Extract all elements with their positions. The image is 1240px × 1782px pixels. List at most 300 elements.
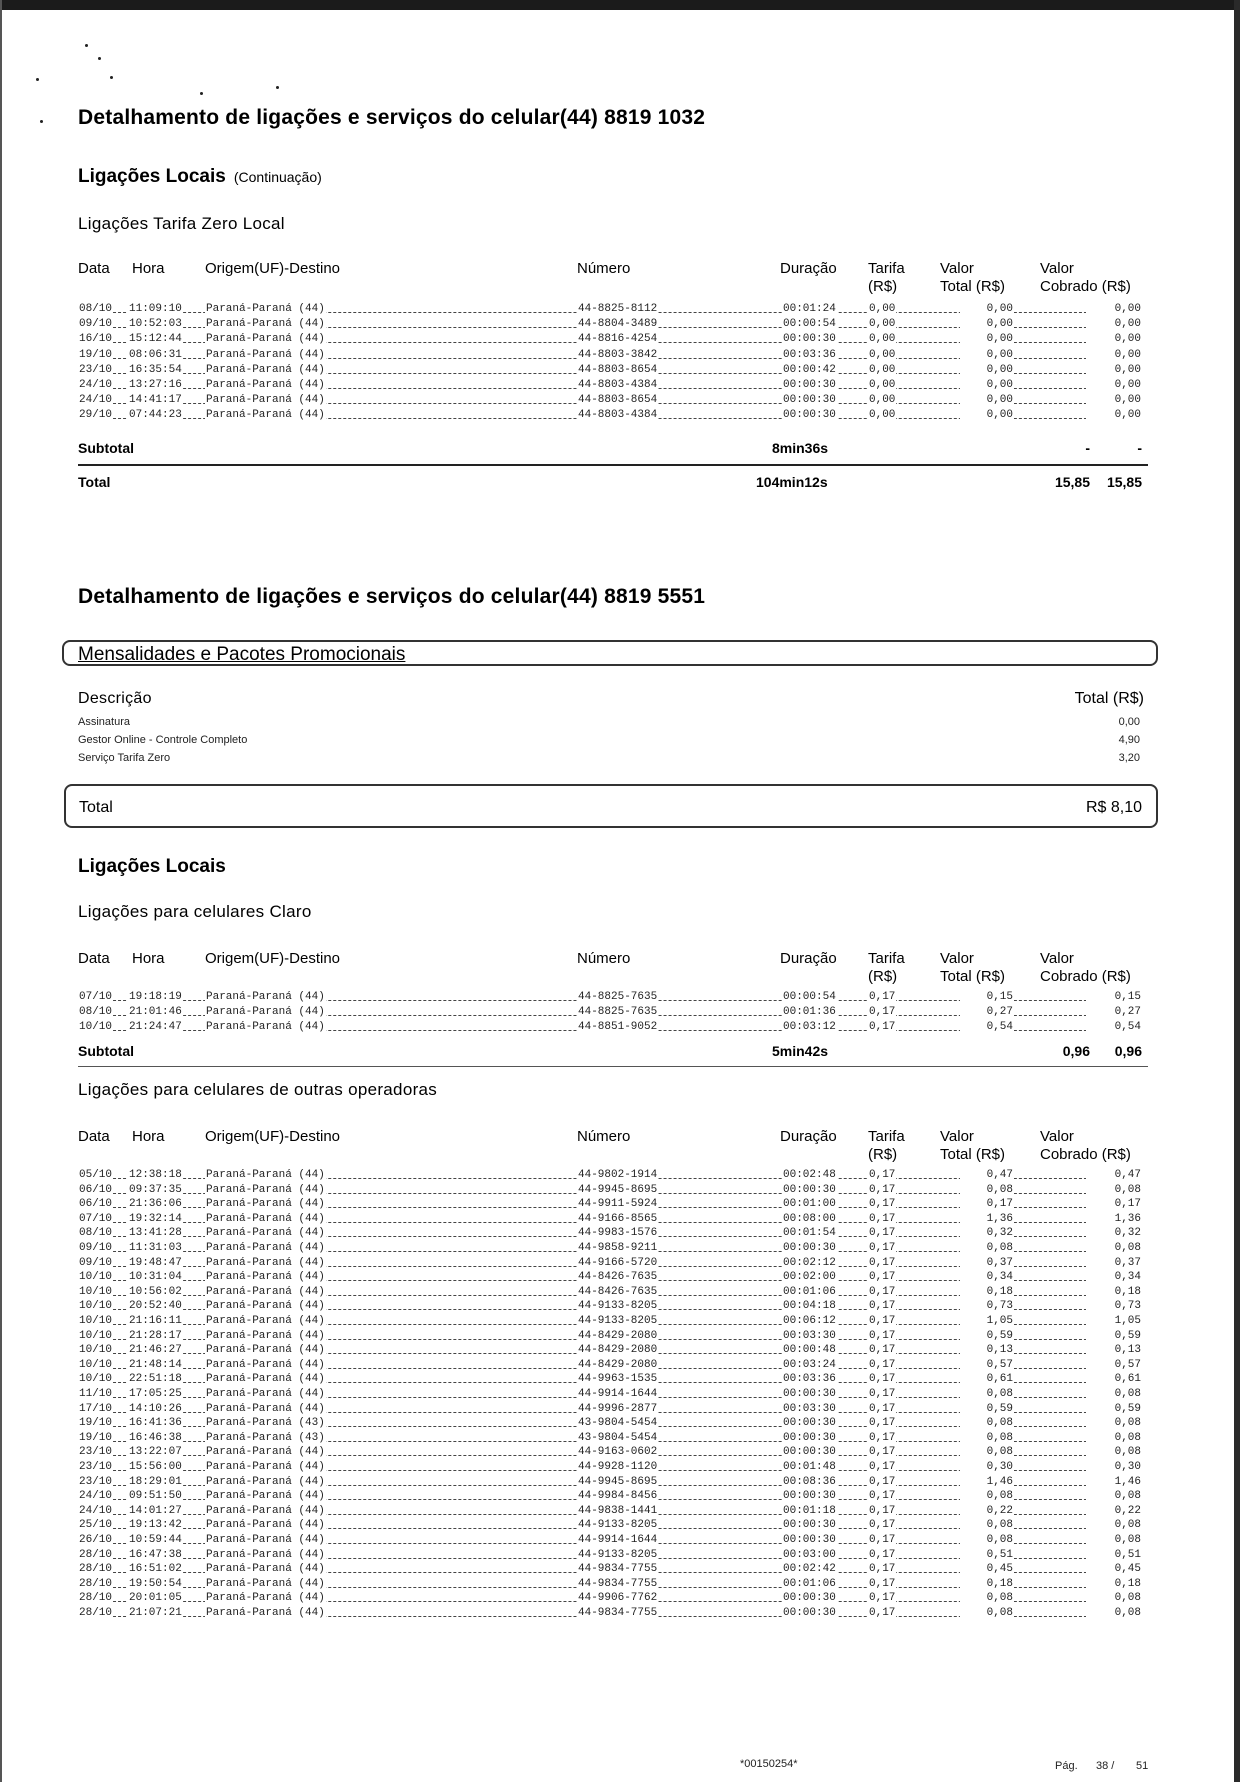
call-total-value: 0,59: [960, 1329, 1014, 1343]
call-number: 44-9834-7755: [578, 1577, 658, 1590]
subtotal-valor-cobrado: -: [1137, 440, 1142, 456]
column-header: [0, 260, 1240, 302]
col-valor-cobrado-l1: Valor: [1040, 260, 1074, 277]
col-tarifa: [868, 950, 905, 986]
call-charged-value: 0,00: [1086, 378, 1142, 392]
col-numero: Número: [577, 950, 631, 967]
call-rate: 0,00: [869, 394, 896, 407]
call-date: 10/10: [79, 1373, 113, 1386]
column-header: [0, 950, 1240, 992]
col-valor-cobrado-l2: Cobrado (R$): [1040, 968, 1131, 985]
col-tarifa-l2: (R$): [868, 278, 898, 295]
call-total-value: 0,27: [960, 1005, 1014, 1019]
table-row: [0, 1285, 1240, 1299]
col-hora: Hora: [132, 950, 165, 967]
call-time: 16:51:02: [129, 1563, 182, 1576]
call-time: 09:51:50: [129, 1490, 182, 1503]
call-total-value: 0,08: [960, 1518, 1014, 1532]
call-number: 44-8426-7635: [578, 1271, 658, 1284]
mensalidade-item-desc: Assinatura: [78, 716, 130, 728]
call-date: 06/10: [79, 1198, 113, 1211]
call-number: 44-9133-8205: [578, 1315, 658, 1327]
call-origin: Paraná-Paraná (44): [206, 1006, 325, 1019]
call-duration: 00:00:30: [783, 409, 836, 422]
call-number: 44-9914-1644: [578, 1534, 658, 1546]
call-number: 43-9804-5454: [578, 1431, 658, 1444]
table-row: [0, 1329, 1240, 1343]
call-number: 44-8429-2080: [578, 1358, 658, 1371]
call-charged-value: 0,37: [1086, 1256, 1142, 1270]
call-charged-value: 1,36: [1086, 1212, 1142, 1226]
call-charged-value: 0,34: [1086, 1270, 1142, 1284]
call-rate: 0,17: [869, 1417, 896, 1430]
col-hora: Hora: [132, 260, 165, 277]
call-rate: 0,17: [869, 1315, 896, 1327]
call-total-value: 0,54: [960, 1020, 1014, 1034]
call-charged-value: 0,61: [1086, 1372, 1142, 1386]
call-number: 44-8429-2080: [578, 1329, 658, 1342]
call-charged-value: 0,51: [1086, 1548, 1142, 1562]
table-row: [0, 1226, 1240, 1240]
call-duration: 00:01:54: [783, 1227, 836, 1240]
call-time: 19:50:54: [129, 1577, 182, 1590]
call-time: 21:36:06: [129, 1198, 182, 1211]
call-origin: Paraná-Paraná (44): [206, 1256, 325, 1269]
call-rate: 0,17: [869, 1534, 896, 1546]
table-row: [0, 393, 1240, 407]
call-origin: Paraná-Paraná (44): [206, 1402, 325, 1415]
section1-subtitle-text: Ligações Locais: [78, 166, 226, 187]
call-number: 44-8803-4384: [578, 409, 658, 422]
call-origin: Paraná-Paraná (44): [206, 333, 325, 346]
call-charged-value: 0,73: [1086, 1299, 1142, 1313]
call-date: 29/10: [79, 409, 113, 422]
call-total-value: 0,00: [960, 302, 1014, 316]
call-time: 16:46:38: [129, 1431, 182, 1444]
call-rate: 0,17: [869, 1461, 896, 1473]
call-number: 44-8803-3842: [578, 348, 658, 361]
call-date: 28/10: [79, 1607, 113, 1619]
call-date: 10/10: [79, 1271, 113, 1284]
call-number: 44-9133-8205: [578, 1519, 658, 1532]
call-time: 19:48:47: [129, 1256, 182, 1269]
call-date: 28/10: [79, 1577, 113, 1590]
col-valor-cobrado-l1: Valor: [1040, 1128, 1074, 1145]
call-charged-value: 0,08: [1086, 1518, 1142, 1532]
call-origin: Paraná-Paraná (44): [206, 1358, 325, 1371]
call-number: 44-9963-1535: [578, 1373, 658, 1386]
call-origin: Paraná-Paraná (44): [206, 1504, 325, 1517]
call-charged-value: 0,18: [1086, 1577, 1142, 1591]
call-number: 44-9166-8565: [578, 1212, 658, 1225]
mensalidades-total-value: R$ 8,10: [1085, 799, 1142, 816]
call-number: 44-8825-8112: [578, 303, 658, 315]
mensalidade-item-total: 0,00: [1118, 716, 1140, 728]
call-date: 08/10: [79, 1227, 113, 1240]
call-origin: Paraná-Paraná (44): [206, 1169, 325, 1181]
call-charged-value: 0,08: [1086, 1591, 1142, 1605]
call-origin: Paraná-Paraná (44): [206, 379, 325, 391]
call-duration: 00:00:54: [783, 991, 836, 1003]
call-duration: 00:00:30: [783, 379, 836, 391]
call-charged-value: 0,59: [1086, 1329, 1142, 1343]
subtotal-label: Subtotal: [78, 1043, 134, 1059]
mensalidades-total-box: [64, 784, 1158, 828]
call-total-value: 0,18: [960, 1577, 1014, 1591]
table-row: [0, 1299, 1240, 1313]
call-charged-value: 0,00: [1086, 363, 1142, 377]
call-time: 16:47:38: [129, 1548, 182, 1561]
table-row: [0, 1577, 1240, 1591]
call-duration: 00:03:30: [783, 1402, 836, 1415]
call-total-value: 0,00: [960, 317, 1014, 331]
col-valor-total-l1: Valor: [940, 260, 974, 277]
call-number: 44-9133-8205: [578, 1548, 658, 1561]
call-time: 14:10:26: [129, 1402, 182, 1415]
call-date: 05/10: [79, 1169, 113, 1181]
call-date: 24/10: [79, 1490, 113, 1503]
call-charged-value: 0,47: [1086, 1168, 1142, 1182]
call-duration: 00:00:30: [783, 1519, 836, 1532]
subtotal-valor-cobrado: 0,96: [1114, 1043, 1142, 1059]
call-time: 20:52:40: [129, 1300, 182, 1313]
call-charged-value: 0,22: [1086, 1504, 1142, 1518]
call-charged-value: 0,17: [1086, 1197, 1142, 1211]
table-row: [0, 1005, 1240, 1019]
call-number: 44-8825-7635: [578, 991, 658, 1003]
call-duration: 00:00:30: [783, 333, 836, 346]
call-charged-value: 0,27: [1086, 1005, 1142, 1019]
call-total-value: 1,05: [960, 1314, 1014, 1328]
call-number: 44-9834-7755: [578, 1607, 658, 1619]
call-rate: 0,00: [869, 333, 896, 346]
call-origin: Paraná-Paraná (44): [206, 1534, 325, 1546]
call-number: 44-9858-9211: [578, 1242, 658, 1254]
call-duration: 00:01:00: [783, 1198, 836, 1211]
call-duration: 00:01:24: [783, 303, 836, 315]
call-rate: 0,17: [869, 1329, 896, 1342]
call-time: 17:05:25: [129, 1388, 182, 1400]
call-rate: 0,00: [869, 409, 896, 422]
call-number: 43-9804-5454: [578, 1417, 658, 1430]
call-time: 08:06:31: [129, 348, 182, 361]
call-date: 19/10: [79, 1431, 113, 1444]
call-rate: 0,00: [869, 379, 896, 391]
call-rate: 0,17: [869, 1285, 896, 1298]
scan-speck: [36, 78, 39, 81]
table-row: [0, 1241, 1240, 1255]
table-row: [0, 1606, 1240, 1620]
call-rate: 0,17: [869, 1256, 896, 1269]
mensalidade-item-desc: Gestor Online - Controle Completo: [78, 734, 248, 746]
col-hora: Hora: [132, 1128, 165, 1145]
total-duracao: 104min12s: [756, 474, 828, 490]
call-date: 25/10: [79, 1519, 113, 1532]
call-total-value: 0,17: [960, 1197, 1014, 1211]
call-total-value: 0,30: [960, 1460, 1014, 1474]
col-duracao: Duração: [780, 1128, 837, 1145]
subtotal-duracao: 8min36s: [772, 440, 829, 456]
col-tarifa-l1: Tarifa: [868, 1128, 905, 1145]
col-tarifa-l2: (R$): [868, 1146, 898, 1163]
call-duration: 00:00:30: [783, 1417, 836, 1430]
table-row: [0, 1489, 1240, 1503]
call-time: 21:46:27: [129, 1344, 182, 1357]
call-number: 44-9133-8205: [578, 1300, 658, 1313]
col-tarifa-l2: (R$): [868, 968, 898, 985]
call-charged-value: 0,08: [1086, 1533, 1142, 1547]
call-charged-value: 0,32: [1086, 1226, 1142, 1240]
call-total-value: 0,47: [960, 1168, 1014, 1182]
call-number: 44-9166-5720: [578, 1256, 658, 1269]
call-origin: Paraná-Paraná (44): [206, 363, 325, 376]
subtotal-row: [78, 1043, 1146, 1065]
call-total-value: 0,73: [960, 1299, 1014, 1313]
scan-border-top: [0, 0, 1240, 10]
divider: [78, 1066, 1148, 1067]
call-time: 10:59:44: [129, 1534, 182, 1546]
mensalidade-item-total: 4,90: [1118, 734, 1140, 746]
call-rate: 0,17: [869, 1402, 896, 1415]
table-row: [0, 1402, 1240, 1416]
call-date: 23/10: [79, 363, 113, 376]
page-number: 38 /: [1096, 1760, 1115, 1772]
call-date: 10/10: [79, 1358, 113, 1371]
table-row: [0, 1460, 1240, 1474]
call-duration: 00:00:30: [783, 1431, 836, 1444]
scan-speck: [85, 44, 88, 47]
col-duracao: Duração: [780, 950, 837, 967]
call-charged-value: 0,15: [1086, 990, 1142, 1004]
call-total-value: 0,15: [960, 990, 1014, 1004]
call-origin: Paraná-Paraná (44): [206, 1285, 325, 1298]
col-numero: Número: [577, 260, 631, 277]
call-date: 28/10: [79, 1563, 113, 1576]
call-total-value: 0,00: [960, 378, 1014, 392]
call-origin: Paraná-Paraná (44): [206, 1300, 325, 1313]
call-rate: 0,17: [869, 1607, 896, 1619]
divider: [78, 464, 1148, 466]
call-rate: 0,17: [869, 1563, 896, 1576]
call-rate: 0,17: [869, 1519, 896, 1532]
call-time: 21:01:46: [129, 1006, 182, 1019]
call-total-value: 0,08: [960, 1387, 1014, 1401]
col-valor-cobrado: [1040, 950, 1131, 986]
call-duration: 00:00:48: [783, 1344, 836, 1357]
call-time: 14:01:27: [129, 1504, 182, 1517]
col-tarifa-l1: Tarifa: [868, 950, 905, 967]
call-charged-value: 0,00: [1086, 332, 1142, 346]
call-rate: 0,17: [869, 1227, 896, 1240]
col-valor-total-l2: Total (R$): [940, 1146, 1006, 1163]
call-time: 10:52:03: [129, 318, 182, 331]
call-total-value: 0,18: [960, 1285, 1014, 1299]
table-row: [0, 1197, 1240, 1211]
call-time: 15:12:44: [129, 333, 182, 346]
col-descricao: Descrição: [78, 690, 152, 707]
call-total-value: 0,08: [960, 1489, 1014, 1503]
call-total-value: 0,08: [960, 1416, 1014, 1430]
call-origin: Paraná-Paraná (44): [206, 991, 325, 1003]
call-time: 19:18:19: [129, 991, 182, 1003]
call-date: 10/10: [79, 1300, 113, 1313]
call-date: 10/10: [79, 1329, 113, 1342]
call-time: 21:28:17: [129, 1329, 182, 1342]
mensalidade-item-total: 3,20: [1118, 752, 1140, 764]
call-time: 15:56:00: [129, 1461, 182, 1473]
call-origin: Paraná-Paraná (44): [206, 1315, 325, 1327]
call-origin: Paraná-Paraná (44): [206, 1461, 325, 1473]
call-duration: 00:00:54: [783, 318, 836, 331]
call-duration: 00:00:30: [783, 1446, 836, 1459]
call-rate: 0,17: [869, 1504, 896, 1517]
call-date: 23/10: [79, 1461, 113, 1473]
col-valor-total-l2: Total (R$): [940, 278, 1006, 295]
call-origin: Paraná-Paraná (44): [206, 1563, 325, 1576]
call-time: 21:24:47: [129, 1021, 182, 1034]
call-rate: 0,17: [869, 1577, 896, 1590]
call-rate: 0,17: [869, 1358, 896, 1371]
call-time: 14:41:17: [129, 394, 182, 407]
call-time: 12:38:18: [129, 1169, 182, 1181]
call-duration: 00:03:24: [783, 1358, 836, 1371]
call-duration: 00:01:06: [783, 1285, 836, 1298]
call-date: 26/10: [79, 1534, 113, 1546]
col-valor-cobrado: [1040, 1128, 1131, 1164]
call-charged-value: 0,59: [1086, 1402, 1142, 1416]
call-charged-value: 0,30: [1086, 1460, 1142, 1474]
section1-subtitle: [78, 166, 322, 188]
table-row: [0, 1183, 1240, 1197]
call-charged-value: 0,54: [1086, 1020, 1142, 1034]
call-origin: Paraná-Paraná (44): [206, 1490, 325, 1503]
call-charged-value: 0,08: [1086, 1416, 1142, 1430]
table-row: [0, 302, 1240, 316]
call-origin: Paraná-Paraná (44): [206, 1198, 325, 1211]
call-number: 44-8825-7635: [578, 1006, 658, 1019]
call-date: 24/10: [79, 1504, 113, 1517]
call-time: 16:41:36: [129, 1417, 182, 1430]
call-date: 28/10: [79, 1548, 113, 1561]
section1-title: Detalhamento de ligações e serviços do celular(44) 8819 1032: [78, 106, 706, 129]
table-row: [0, 1020, 1240, 1034]
table-row: [0, 332, 1240, 346]
col-tarifa-l1: Tarifa: [868, 260, 905, 277]
call-duration: 00:02:48: [783, 1169, 836, 1181]
table-row: [0, 1518, 1240, 1532]
call-time: 16:35:54: [129, 363, 182, 376]
call-origin: Paraná-Paraná (44): [206, 1227, 325, 1240]
subtotal-valor-total: -: [1085, 440, 1090, 456]
total-valor-total: 15,85: [1054, 474, 1090, 490]
call-time: 21:16:11: [129, 1315, 182, 1327]
call-duration: 00:06:12: [783, 1315, 836, 1327]
page-total: 51: [1136, 1760, 1149, 1772]
call-time: 21:07:21: [129, 1607, 182, 1619]
barcode-text: *00150254*: [740, 1758, 798, 1770]
col-valor-cobrado-l2: Cobrado (R$): [1040, 278, 1131, 295]
call-duration: 00:03:00: [783, 1548, 836, 1561]
call-number: 44-9834-7755: [578, 1563, 658, 1576]
call-total-value: 0,22: [960, 1504, 1014, 1518]
table-row: [0, 1548, 1240, 1562]
call-rate: 0,17: [869, 1169, 896, 1181]
table-row: [0, 1445, 1240, 1459]
total-valor-cobrado: 15,85: [1106, 474, 1142, 490]
call-origin: Paraná-Paraná (44): [206, 1373, 325, 1386]
call-total-value: 1,46: [960, 1475, 1014, 1489]
call-charged-value: 1,46: [1086, 1475, 1142, 1489]
call-rate: 0,17: [869, 1242, 896, 1254]
call-duration: 00:00:30: [783, 1183, 836, 1196]
call-origin: Paraná-Paraná (44): [206, 318, 325, 331]
call-charged-value: 0,45: [1086, 1562, 1142, 1576]
call-date: 06/10: [79, 1183, 113, 1196]
table-row: [0, 1270, 1240, 1284]
call-time: 21:48:14: [129, 1358, 182, 1371]
scan-speck: [200, 92, 203, 95]
group-title-claro: Ligações para celulares Claro: [78, 902, 312, 921]
table-row: [0, 1591, 1240, 1605]
call-rate: 0,17: [869, 1183, 896, 1196]
call-rate: 0,00: [869, 318, 896, 331]
call-duration: 00:00:30: [783, 1388, 836, 1400]
call-total-value: 0,34: [960, 1270, 1014, 1284]
call-rate: 0,17: [869, 1373, 896, 1386]
call-date: 11/10: [79, 1388, 113, 1400]
call-duration: 00:01:48: [783, 1461, 836, 1473]
call-duration: 00:03:12: [783, 1021, 836, 1034]
scan-speck: [98, 57, 101, 60]
call-charged-value: 0,00: [1086, 393, 1142, 407]
call-rate: 0,17: [869, 1212, 896, 1225]
col-valor-cobrado-l2: Cobrado (R$): [1040, 1146, 1131, 1163]
call-number: 44-8816-4254: [578, 333, 658, 346]
call-charged-value: 0,08: [1086, 1431, 1142, 1445]
call-origin: Paraná-Paraná (44): [206, 1592, 325, 1605]
call-date: 10/10: [79, 1344, 113, 1357]
table-row: [0, 1343, 1240, 1357]
call-time: 18:29:01: [129, 1475, 182, 1488]
call-number: 44-9163-0602: [578, 1446, 658, 1459]
call-date: 23/10: [79, 1446, 113, 1459]
call-duration: 00:03:30: [783, 1329, 836, 1342]
continuation-note: (Continuação): [233, 169, 322, 185]
table-row: [0, 1533, 1240, 1547]
call-total-value: 0,08: [960, 1241, 1014, 1255]
call-date: 08/10: [79, 303, 113, 315]
call-rate: 0,17: [869, 1490, 896, 1503]
col-origem: Origem(UF)-Destino: [205, 950, 341, 967]
call-date: 17/10: [79, 1402, 113, 1415]
call-date: 10/10: [79, 1021, 113, 1034]
call-charged-value: 0,08: [1086, 1489, 1142, 1503]
call-origin: Paraná-Paraná (43): [206, 1431, 325, 1444]
call-total-value: 0,57: [960, 1358, 1014, 1372]
call-rate: 0,17: [869, 991, 896, 1003]
table-row: [0, 1314, 1240, 1328]
call-total-value: 0,61: [960, 1372, 1014, 1386]
call-time: 19:32:14: [129, 1212, 182, 1225]
call-duration: 00:02:00: [783, 1271, 836, 1284]
call-total-value: 0,00: [960, 348, 1014, 362]
total-label: Total: [78, 474, 111, 490]
call-duration: 00:01:18: [783, 1504, 836, 1517]
call-rate: 0,17: [869, 1431, 896, 1444]
call-total-value: 0,45: [960, 1562, 1014, 1576]
table-row: [0, 1416, 1240, 1430]
call-date: 23/10: [79, 1475, 113, 1488]
